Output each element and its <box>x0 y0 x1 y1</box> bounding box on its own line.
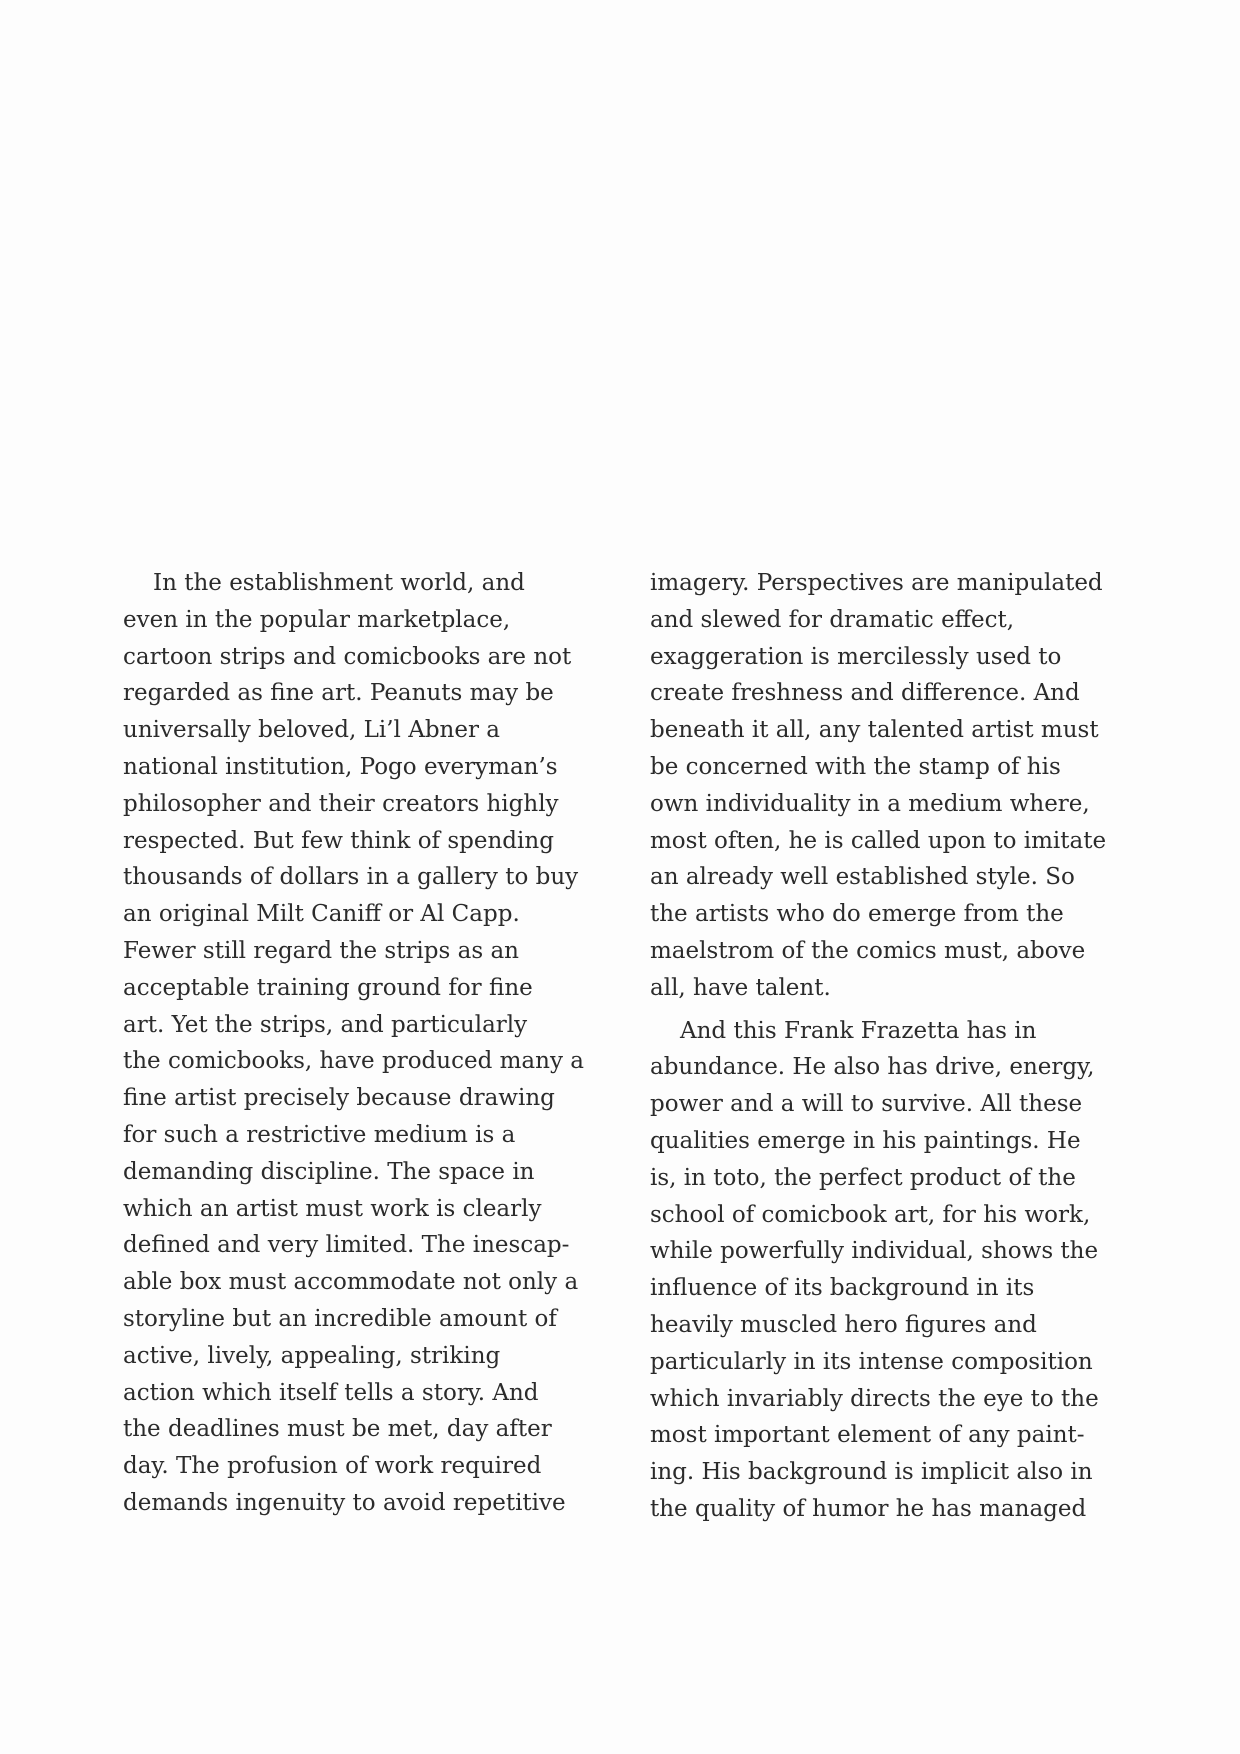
text-line: fine artist precisely because drawing <box>123 1085 555 1112</box>
text-line: heavily muscled hero figures and <box>650 1311 1037 1338</box>
text-line: the comicbooks, have produced many a <box>123 1048 584 1075</box>
text-line: philosopher and their creators highly <box>123 790 559 817</box>
text-line: active, lively, appealing, striking <box>123 1342 501 1369</box>
text-line: art. Yet the strips, and particularly <box>123 1011 528 1038</box>
text-line: for such a restrictive medium is a <box>123 1121 516 1148</box>
text-line: exaggeration is mercilessly used to <box>650 643 1062 670</box>
text-line: respected. But few think of spending <box>123 827 554 854</box>
text-line: even in the popular marketplace, <box>123 606 511 633</box>
text-line: which invariably directs the eye to the <box>650 1385 1099 1412</box>
text-line: most often, he is called upon to imitate <box>650 827 1107 854</box>
text-line: ing. His background is implicit also in <box>650 1459 1093 1486</box>
text-line: the deadlines must be met, day after <box>123 1416 552 1443</box>
left-text-column <box>123 565 603 1522</box>
text-line: be concerned with the stamp of his <box>650 753 1061 780</box>
text-line: create freshness and difference. And <box>650 680 1080 707</box>
text-line: national institution, Pogo everyman’s <box>123 753 558 780</box>
text-line: storyline but an incredible amount of <box>123 1305 557 1332</box>
text-line: influence of its background in its <box>650 1275 1035 1302</box>
text-line: power and a will to survive. All these <box>650 1091 1083 1118</box>
text-line: is, in toto, the perfect product of the <box>650 1164 1076 1191</box>
text-line: which an artist must work is clearly <box>123 1195 542 1222</box>
text-line: demanding discipline. The space in <box>123 1158 535 1185</box>
text-line: regarded as fine art. Peanuts may be <box>123 680 554 707</box>
text-line: most important element of any paint- <box>650 1422 1085 1449</box>
text-line: and slewed for dramatic effect, <box>650 606 1015 633</box>
text-line: demands ingenuity to avoid repetitive <box>123 1489 566 1516</box>
text-line: beneath it all, any talented artist must <box>650 717 1099 744</box>
text-line: maelstrom of the comics must, above <box>650 937 1086 964</box>
right-text-column <box>650 565 1130 1528</box>
text-line: particularly in its intense composition <box>650 1348 1093 1375</box>
text-line: own individuality in a medium where, <box>650 790 1090 817</box>
text-line: all, have talent. <box>650 974 831 1001</box>
text-line: In the establishment world, and <box>153 570 525 596</box>
text-line: action which itself tells a story. And <box>123 1379 539 1406</box>
text-line: imagery. Perspectives are manipulated <box>650 570 1103 596</box>
text-line: qualities emerge in his paintings. He <box>650 1127 1081 1154</box>
text-line: defined and very limited. The inescap- <box>123 1232 570 1259</box>
text-line: able box must accommodate not only a <box>123 1269 579 1296</box>
text-line: school of comicbook art, for his work, <box>650 1201 1091 1228</box>
text-line: universally beloved, Li’l Abner a <box>123 717 500 744</box>
text-line: acceptable training ground for fine <box>123 974 533 1001</box>
text-line: And this Frank Frazetta has in <box>680 1017 1037 1044</box>
text-line: while powerfully individual, shows the <box>650 1238 1099 1265</box>
text-line: cartoon strips and comicbooks are not <box>123 643 572 670</box>
text-line: an already well established style. So <box>650 864 1075 891</box>
text-line: thousands of dollars in a gallery to buy <box>123 864 579 891</box>
text-line: the artists who do emerge from the <box>650 901 1064 928</box>
text-line: the quality of humor he has managed <box>650 1495 1087 1522</box>
text-line: an original Milt Caniff or Al Capp. <box>123 901 520 928</box>
text-line: Fewer still regard the strips as an <box>123 937 519 964</box>
text-line: day. The profusion of work required <box>123 1453 542 1480</box>
text-line: abundance. He also has drive, energy, <box>650 1054 1095 1081</box>
